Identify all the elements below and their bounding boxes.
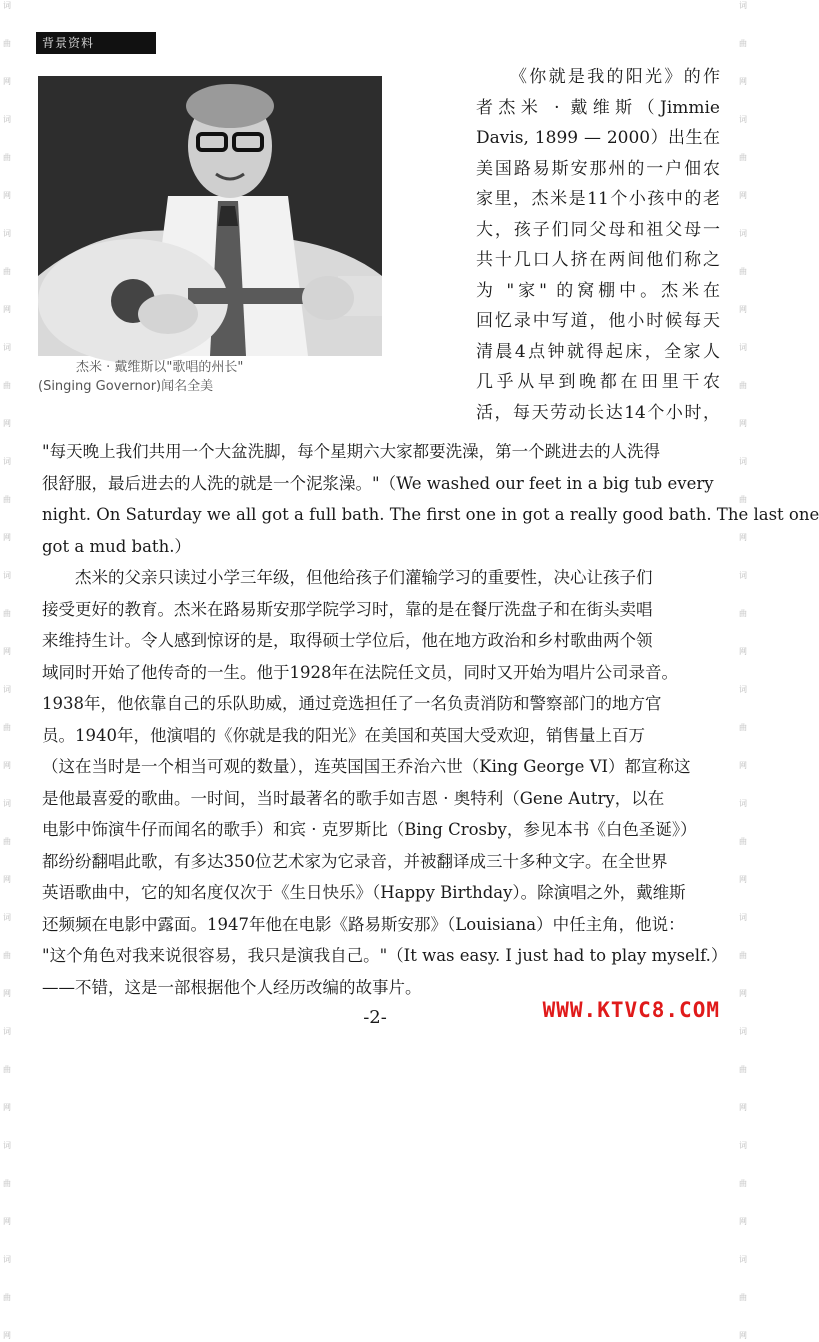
caption-line-2: (Singing Governor)闻名全美: [38, 379, 214, 394]
watermark-glyph: 网: [739, 875, 747, 884]
body-line: 来维持生计。令人感到惊讶的是，取得硕士学位后，他在地方政治和乡村歌曲两个领: [42, 631, 653, 650]
watermark-glyph: 网: [3, 419, 11, 428]
watermark-glyph: 网: [3, 305, 11, 314]
watermark-glyph: 网: [739, 305, 747, 314]
body-line: night. On Saturday we all got a full bath. The first one in got a really good bath. The last one: [42, 505, 819, 524]
watermark-glyph: 曲: [3, 837, 11, 846]
watermark-glyph: 词: [3, 799, 11, 808]
intro-line: 美国路易斯安那州的一户佃农: [476, 158, 720, 179]
watermark-glyph: 曲: [3, 609, 11, 618]
caption-line-1: 杰米 · 戴维斯以"歌唱的州长": [76, 360, 244, 375]
intro-line: 共十几口人挤在两间他们称之: [476, 250, 720, 270]
body-line: 还频频在电影中露面。1947年他在电影《路易斯安那》（Louisiana）中任主角，他说：: [42, 914, 685, 934]
body-line: ——不错，这是一部根据他个人经历改编的故事片。: [42, 977, 422, 997]
site-watermark: WWW.KTVC8.COM: [542, 998, 720, 1022]
watermark-glyph: 词: [739, 1141, 747, 1150]
guitar-player-photo: [38, 76, 382, 356]
watermark-glyph: 曲: [739, 495, 747, 504]
watermark-glyph: 网: [3, 533, 11, 542]
body-line: got a mud bath.）: [42, 536, 191, 556]
watermark-glyph: 网: [739, 1331, 747, 1340]
biography-intro-column: [476, 62, 720, 428]
watermark-glyph: 词: [739, 913, 747, 922]
watermark-glyph: 曲: [3, 39, 11, 48]
watermark-glyph: 网: [739, 647, 747, 656]
body-line: 电影中饰演牛仔而闻名的歌手）和宾 · 克罗斯比（Bing Crosby，参见本书《白色圣诞》）: [42, 820, 697, 839]
watermark-glyph: 曲: [3, 723, 11, 732]
watermark-glyph: 词: [3, 571, 11, 580]
biography-body: [42, 436, 819, 1003]
watermark-glyph: 网: [739, 191, 747, 200]
watermark-glyph: 词: [739, 457, 747, 466]
watermark-glyph: 词: [3, 343, 11, 352]
watermark-glyph: 词: [739, 1, 747, 10]
watermark-glyph: 曲: [739, 381, 747, 390]
watermark-glyph: 曲: [3, 1179, 11, 1188]
watermark-glyph: 曲: [739, 723, 747, 732]
watermark-glyph: 曲: [739, 267, 747, 276]
watermark-glyph: 词: [3, 1, 11, 10]
watermark-glyph: 网: [739, 1217, 747, 1226]
watermark-glyph: 词: [739, 343, 747, 352]
watermark-glyph: 曲: [3, 153, 11, 162]
watermark-glyph: 曲: [739, 951, 747, 960]
watermark-glyph: 网: [3, 1103, 11, 1112]
body-line: 域同时开始了他传奇的一生。他于1928年在法院任文员，同时又开始为唱片公司录音。: [42, 662, 678, 682]
body-line: 接受更好的教育。杰米在路易斯安那学院学习时，靠的是在餐厅洗盘子和在街头卖唱: [42, 599, 653, 619]
body-line: 很舒服，最后进去的人洗的就是一个泥浆澡。"（We washed our feet in a big tub every: [42, 473, 714, 493]
watermark-glyph: 词: [739, 1255, 747, 1264]
portrait-photo: [38, 76, 382, 356]
watermark-glyph: 曲: [739, 1179, 747, 1188]
watermark-glyph: 曲: [739, 1065, 747, 1074]
section-header-label: 背景资料: [36, 32, 156, 54]
watermark-glyph: 曲: [739, 153, 747, 162]
body-line: 杰米的父亲只读过小学三年级，但他给孩子们灌输学习的重要性，决心让孩子们: [75, 568, 653, 587]
watermark-glyph: 词: [3, 685, 11, 694]
watermark-glyph: 网: [3, 875, 11, 884]
watermark-glyph: 网: [739, 77, 747, 86]
watermark-glyph: 词: [3, 1255, 11, 1264]
watermark-glyph: 曲: [3, 1293, 11, 1302]
watermark-glyph: 词: [3, 457, 11, 466]
intro-line: 者杰米 · 戴维斯（Jimmie: [476, 97, 720, 118]
body-line: 是他最喜爱的歌曲。一时间，当时最著名的歌手如吉恩 · 奥特利（Gene Autry，以在: [42, 788, 665, 808]
body-line: （这在当时是一个相当可观的数量），连英国国王乔治六世（King George VI）都宣称这: [42, 757, 691, 776]
watermark-glyph: 词: [3, 1141, 11, 1150]
watermark-glyph: 网: [3, 989, 11, 998]
intro-line: 为 "家" 的窝棚中。杰米在: [476, 280, 720, 301]
body-line: "每天晚上我们共用一个大盆洗脚，每个星期六大家都要洗澡，第一个跳进去的人洗得: [42, 442, 661, 461]
watermark-glyph: 网: [739, 533, 747, 542]
watermark-glyph: 词: [3, 229, 11, 238]
intro-line: 回忆录中写道，他小时候每天: [476, 311, 720, 331]
watermark-glyph: 网: [739, 419, 747, 428]
intro-line: 《你就是我的阳光》的作: [510, 67, 720, 87]
photo-caption: [38, 358, 358, 396]
watermark-glyph: 曲: [3, 495, 11, 504]
page-number: -2-: [363, 1007, 387, 1028]
watermark-glyph: 词: [3, 115, 11, 124]
watermark-glyph: 曲: [3, 951, 11, 960]
watermark-glyph: 网: [3, 761, 11, 770]
watermark-glyph: 网: [3, 647, 11, 656]
watermark-glyph: 词: [739, 799, 747, 808]
body-line: 英语歌曲中，它的知名度仅次于《生日快乐》（Happy Birthday）。除演唱之外，戴维斯: [42, 883, 686, 902]
left-watermark-strip: [0, 0, 14, 1340]
watermark-glyph: 网: [739, 1103, 747, 1112]
watermark-glyph: 词: [3, 1027, 11, 1036]
watermark-glyph: 曲: [739, 837, 747, 846]
body-line: 员。1940年，他演唱的《你就是我的阳光》在美国和英国大受欢迎，销售量上百万: [42, 725, 645, 745]
intro-line: 大，孩子们同父母和祖父母一: [476, 219, 720, 240]
right-watermark-strip: [736, 0, 750, 1340]
watermark-glyph: 曲: [3, 267, 11, 276]
intro-line: 家里，杰米是11个小孩中的老: [476, 189, 720, 209]
watermark-glyph: 网: [739, 989, 747, 998]
body-line: "这个角色对我来说很容易，我只是演我自己。"（It was easy. I just had to play myself.）: [42, 946, 728, 965]
intro-line: Davis, 1899 — 2000）出生在: [476, 128, 720, 148]
watermark-glyph: 网: [3, 1217, 11, 1226]
watermark-glyph: 网: [739, 761, 747, 770]
watermark-glyph: 曲: [739, 1293, 747, 1302]
intro-line: 活，每天劳动长达14个小时，: [476, 402, 720, 423]
watermark-glyph: 词: [739, 115, 747, 124]
intro-line: 几乎从早到晚都在田里干农: [476, 372, 720, 392]
intro-line: 清晨4点钟就得起床，全家人: [476, 341, 720, 362]
watermark-glyph: 网: [3, 77, 11, 86]
watermark-glyph: 网: [3, 191, 11, 200]
watermark-glyph: 曲: [739, 609, 747, 618]
body-line: 1938年，他依靠自己的乐队助威，通过竞选担任了一名负责消防和警察部门的地方官: [42, 694, 662, 713]
watermark-glyph: 曲: [739, 39, 747, 48]
watermark-glyph: 词: [739, 229, 747, 238]
watermark-glyph: 网: [3, 1331, 11, 1340]
body-line: 都纷纷翻唱此歌，有多达350位艺术家为它录音，并被翻译成三十多种文字。在全世界: [42, 851, 668, 871]
watermark-glyph: 词: [739, 685, 747, 694]
watermark-glyph: 词: [3, 913, 11, 922]
watermark-glyph: 曲: [3, 381, 11, 390]
watermark-glyph: 词: [739, 571, 747, 580]
watermark-glyph: 词: [739, 1027, 747, 1036]
watermark-glyph: 曲: [3, 1065, 11, 1074]
